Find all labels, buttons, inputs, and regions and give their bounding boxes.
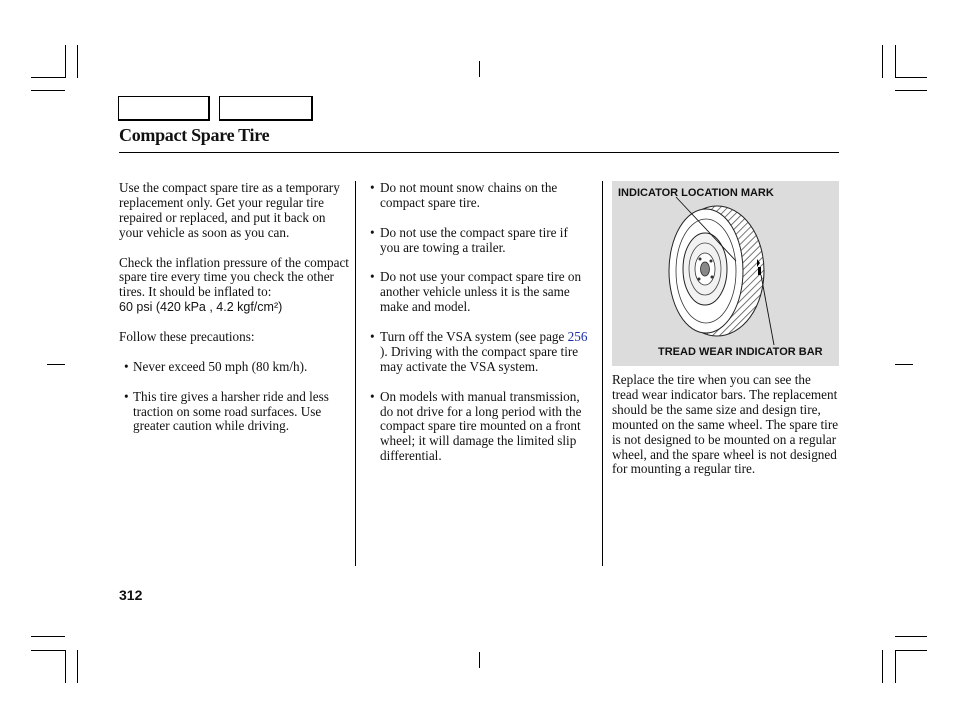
list-item-text: This tire gives a harsher ride and less traction on some road surfaces. Use greater caution while driving. [133, 388, 329, 434]
list-item-text: Do not use your compact spare tire on another vehicle unless it is the same make and model. [380, 269, 582, 315]
list-item [370, 270, 588, 315]
list-item [370, 226, 588, 256]
column-divider [355, 181, 356, 566]
list-item-text: Do not use the compact spare tire if you are towing a trailer. [380, 224, 568, 255]
bullet-icon: • [124, 388, 129, 404]
bullet-icon: • [370, 329, 375, 345]
indicator-location-label: INDICATOR LOCATION MARK [618, 187, 774, 199]
nav-tab-1[interactable] [118, 96, 210, 121]
list-item-text: Do not mount snow chains on the compact spare tire. [380, 180, 558, 210]
title-rule [119, 152, 839, 153]
list-item-text: Turn off the VSA system (see page [380, 329, 568, 345]
inflation-paragraph: Check the inflation pressure of the compact spare tire every time you check the other tires. It should be inflated to: [119, 254, 349, 300]
column-divider [602, 181, 603, 566]
page-title: Compact Spare Tire [119, 125, 270, 145]
column-3 [612, 373, 840, 492]
bullet-icon: • [124, 358, 129, 374]
tire-illustration [612, 181, 839, 366]
spare-tire-figure [612, 181, 839, 366]
list-item [119, 390, 351, 435]
page-number: 312 [119, 587, 143, 603]
replacement-paragraph: Replace the tire when you can see the tread wear indicator bars. The replacement should be the same size and design tire, mounted on the same wheel. The spare tire is not designed to be mounted on a regular wheel, and the spare wheel is not designed for mounting a regular tire. [612, 372, 839, 477]
nav-tab-2[interactable] [219, 96, 313, 121]
list-item [119, 360, 351, 375]
bullet-icon: • [370, 269, 375, 285]
precautions-intro: Follow these precautions: [119, 329, 255, 345]
bullet-icon: • [370, 388, 375, 404]
column-2 [370, 181, 588, 479]
list-item [370, 330, 588, 375]
list-item-text: Never exceed 50 mph (80 km/h). [133, 358, 308, 374]
intro-paragraph: Use the compact spare tire as a temporary replacement only. Get your regular tire repaired or replaced, and put it back on your vehicle as soon as you can. [119, 180, 340, 240]
tread-wear-label: TREAD WEAR INDICATOR BAR [658, 346, 823, 358]
column-1 [119, 181, 351, 449]
page-link[interactable]: 256 [567, 329, 588, 345]
bullet-icon: • [370, 180, 375, 195]
list-item-text: On models with manual transmission, do not drive for a long period with the compact spare tire mounted on a front wheel; it will damage the limited slip differential. [380, 388, 582, 464]
list-item-text: ). Driving with the compact spare tire may activate the VSA system. [380, 343, 579, 374]
pressure-value: 60 psi (420 kPa , 4.2 kgf/cm²) [119, 300, 283, 315]
bullet-icon: • [370, 224, 375, 240]
list-item [370, 390, 588, 465]
list-item [370, 181, 588, 211]
